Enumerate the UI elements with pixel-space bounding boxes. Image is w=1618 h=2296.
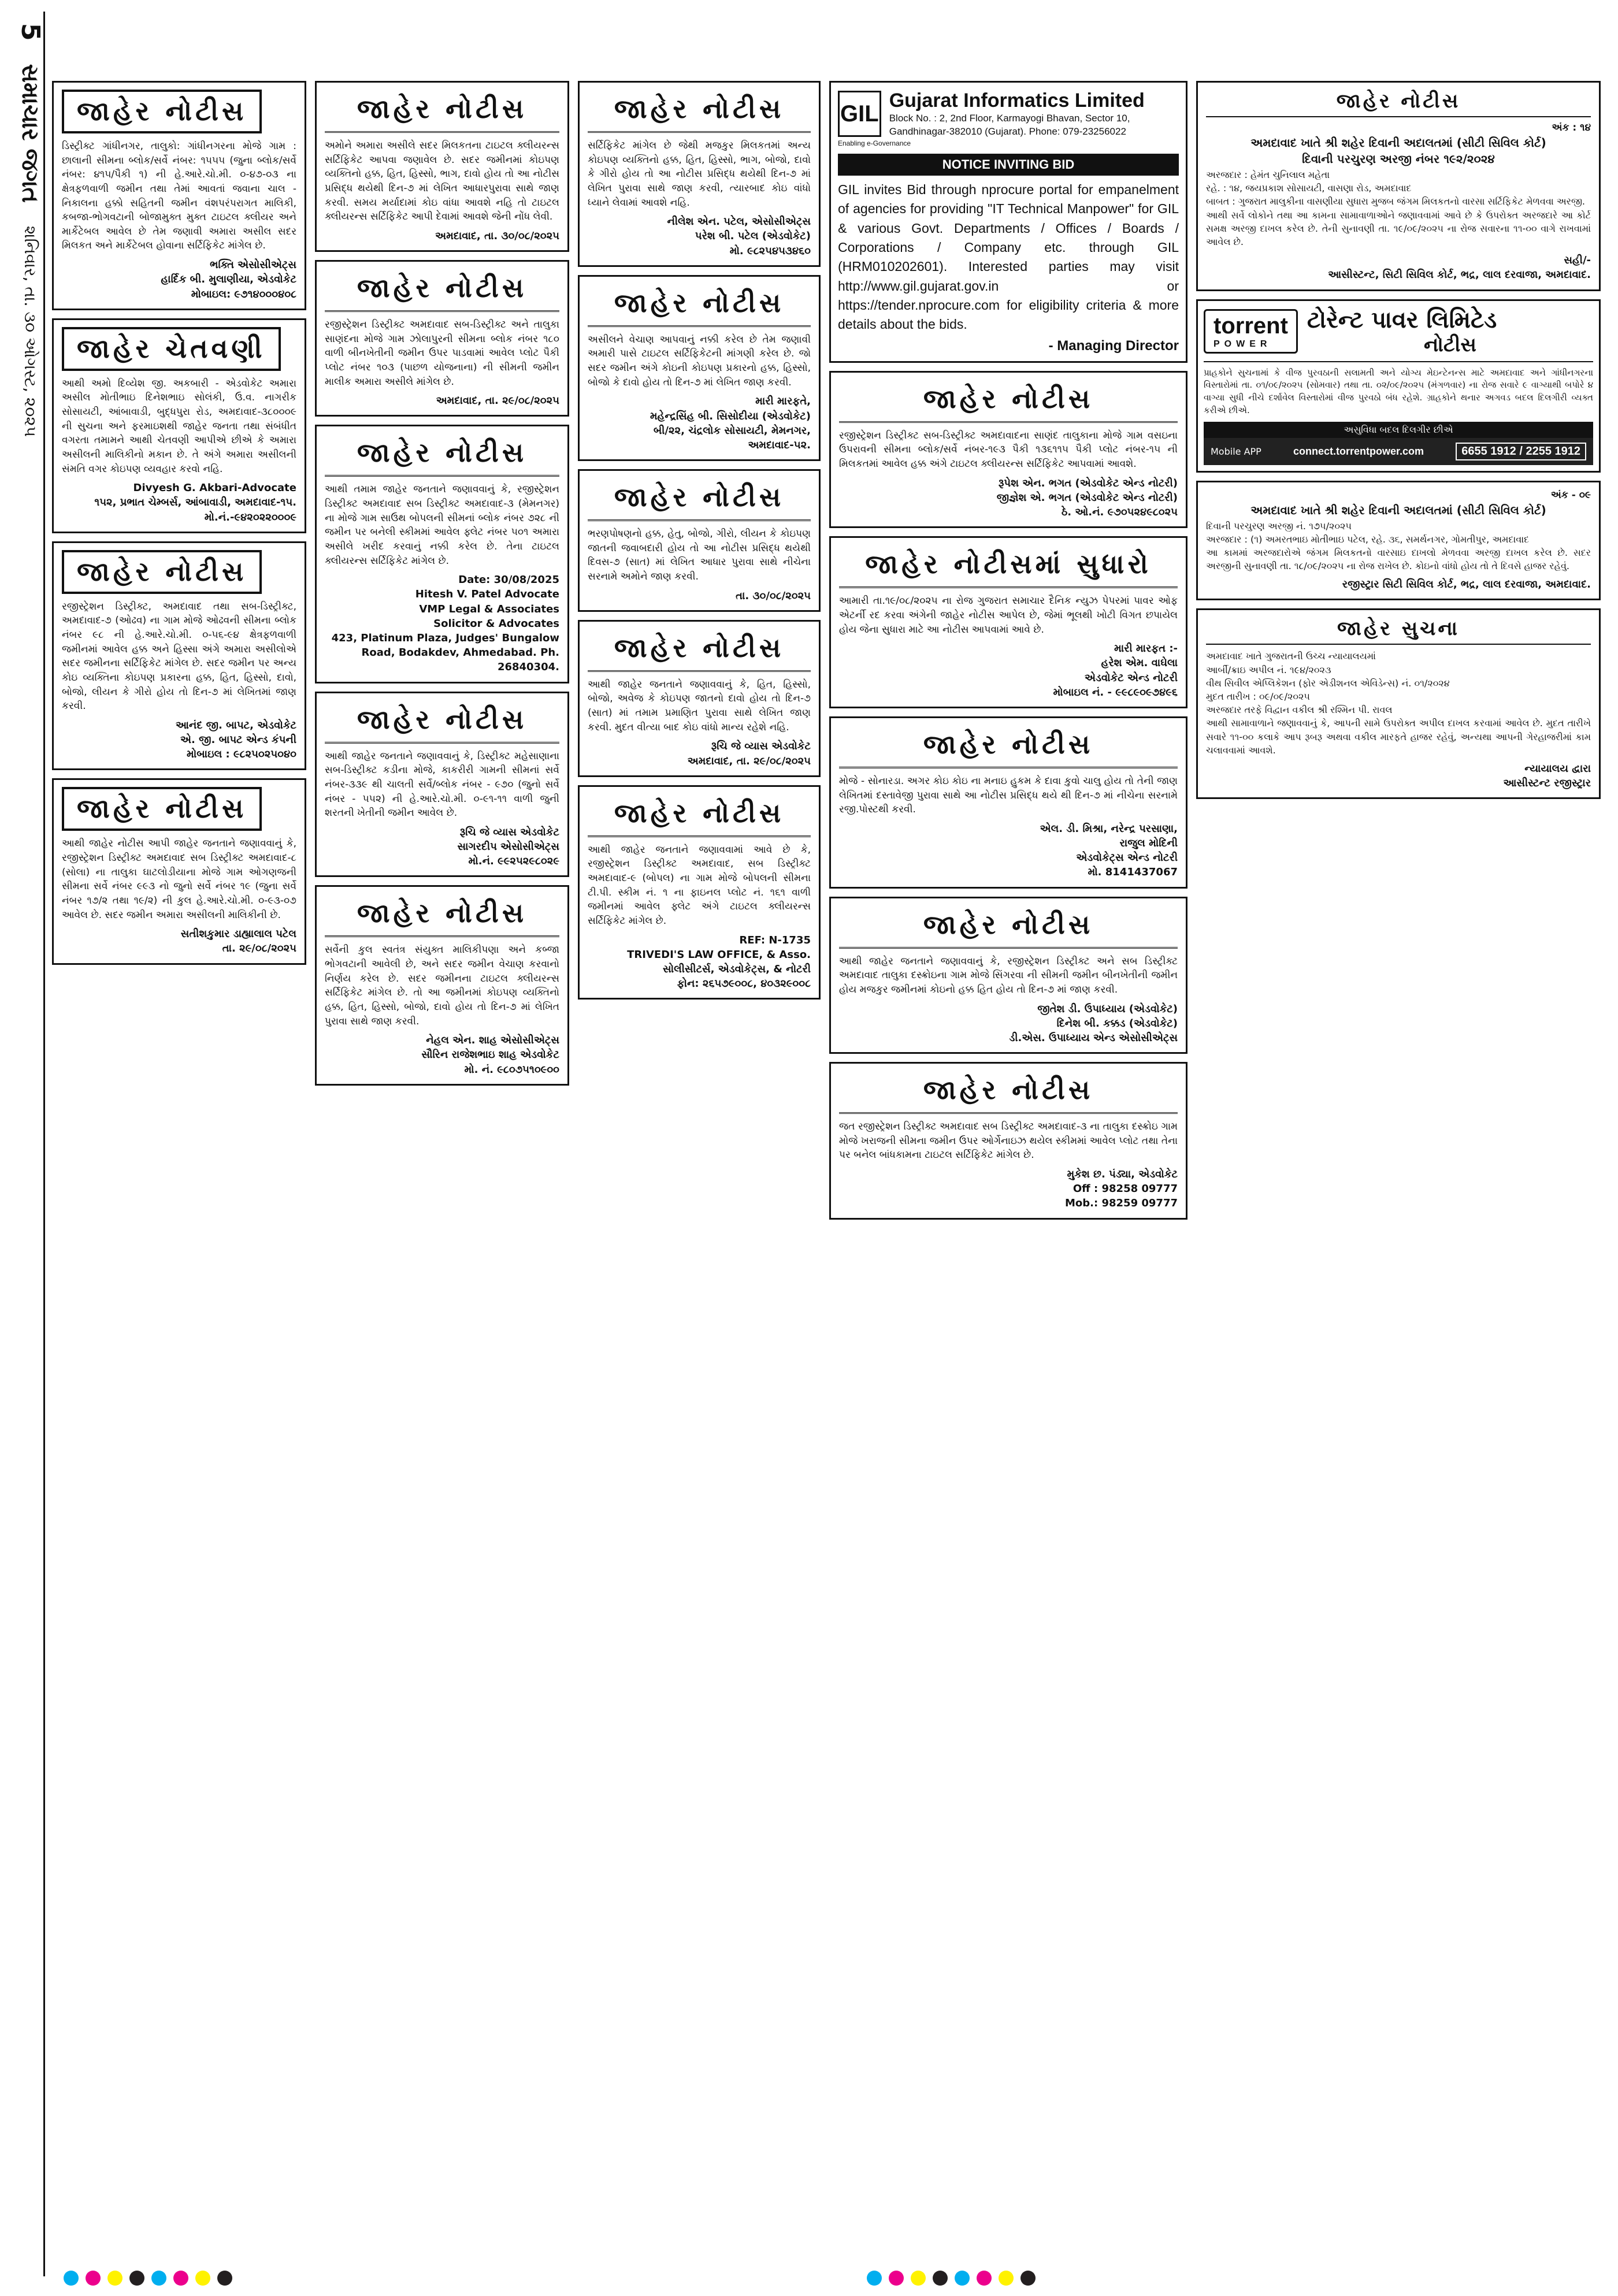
notice-body: આથી જાહેર જનતાને જણાવવાનું કે, ડિસ્ટ્રીક્ટ મહેસાણાના સબ-ડિસ્ટ્રીક્ટ કડીના મોજે, કાકરીરી ગામની સીમનાં સર્વે નંબર-૩૩૯ થી ચાલતી સર્વે/બ્લોક નંબર - ૯૭૦ (જુનો સર્વે નંબર - ૫૫૨) ની હે.આરે.ચો.મી. ૦-૯૧-૧૧ વાળી જુની શરતની ખેતીની જમીન આવેલ છે. [325,750,563,819]
notice-heading: જાહેર નોટીસ [839,1071,1178,1114]
notice-body: મોજે - સોનારડા. અગર કોઇ કોઇ ના મનાઇ હુકમ કે દાવા કુવો ચાલુ હોય તો તેની જાણ લેખિતમાં દસ્તાવેજી પુરાવા સાથે આ નોટીસ પ્રસિદ્ધ થયે થી દિન-૭ માં નીચેના સરનામે રજી.પોસ્ટથી કરવી. [839,775,1181,816]
registration-marks-left [64,2271,232,2286]
notice-c3-5 [578,785,821,1000]
page-number: 5 [16,23,45,41]
notice-c2-5 [315,885,569,1085]
registration-dot [911,2271,926,2286]
notice-heading: જાહેર નોટીસ [325,700,559,744]
registration-dot [86,2271,101,2286]
registration-dot [151,2271,166,2286]
gil-body: GIL invites Bid through nprocure portal for empanelment of agencies for providing "IT Technical Manpower" for GIL & various Govt. Departments / Offices / Boards / Corporations / Company etc. through GIL (HRM010202601). Interested parties may visit http://www.gil.gujarat.gov.in or https://tender.nprocure.com for eligibility criteria & more details about the bids. [838,182,1179,332]
registration-dot [129,2271,144,2286]
notice-signature: રૂચિ જે વ્યાસ એડવોકેટ અમદાવાદ, તા. ૨૯/૦૮/૨૦૨૫ [687,740,811,767]
court-body: અરજદાર : હેમંત ચુનિલાલ મહેતા રહે. : ૧૪, જયપ્રકાશ સોસાયટી, વાસણા રોડ, અમદાવાદ બાબત : ગુજરાત માલુકીના વાસણીયા સુધારા મુજબ જંગમ મિલકતનો વારસા સર્ટિફિકેટ મેળવવા અરજી. આથી સર્વે લોકોને તથા આ કામના સામાવાળાઓને જણાવવામાં આવે છે કે ઉપરોક્ત અરજદારે આ કોર્ટ સમક્ષ અરજી દાખલ કરેલ છે. તેની સુનાવણી તા. ૧૯/૦૯/૨૦૨૫ ના રોજ સવારના ૧૧-૦૦ વાગે રાખવામાં આવેલ છે. [1206,169,1591,247]
notice-body: ભરણપોષણનો હક્ક, હેતુ, બોજો, ગીરો, લીયન કે કોઇપણ જાતની જવાબદારી હોય તો આ નોટીસ પ્રસિદ્ધ થયેથી દિવસ-૭ (સાત) માં લેખિત આધાર પુરાવા સાથે નીચેના સરનામે અમોને જાણ કરવી. [588,528,814,582]
registration-dot [107,2271,123,2286]
notice-c2-1 [315,81,569,252]
paper-name: સમાચાર જગત [17,64,44,203]
court-ref: અંક : ૧૪ [1552,122,1591,133]
notice-body: રજીસ્ટ્રેશન ડિસ્ટ્રીક્ટ સબ-ડિસ્ટ્રીક્ટ અમદાવાદના સાણંદ તાલુકાના મોજે ગામ વસઇના ઉપરાવની સીમના બ્લોક/સર્વે નંબર-૧૯૩ પૈકી ૧૩૬૧૧૫ પૈકી પ્લોટ નંબર-૧૫ ની મિલકતમાં આવેલ હક્ક અંગે ટાઇટલ ક્લીયરન્સ સર્ટિફિકેટ આપવામાં આવશે. [839,429,1181,470]
torrent-apology-strip: અસુવિધા બદલ દિલગીર છીએ [1204,422,1593,438]
gil-signature: - Managing Director [1048,337,1179,354]
date-line: શનિવાર, તા. ૩૦ ઓગસ્ટ, ૨૦૨૫ [21,226,40,437]
registration-dot [933,2271,948,2286]
notice-body: આથી જાહેર જનતાને જણાવવામાં આવે છે કે, રજીસ્ટ્રેશન ડિસ્ટ્રીક્ટ અમદાવાદ, સબ ડિસ્ટ્રીક્ટ અમદાવાદ-૯ (બોપલ) ના ગામ મોજે બોપલની સીમના ટી.પી. સ્કીમ નં. ૧ ના ફાઇનલ પ્લોટ નં. ૧૬૧ વાળી જમીનમાં આવેલ ફ્લેટ અંગે ટાઇટલ ક્લીયરન્સ સર્ટિફિકેટ માંગેલ છે. [588,844,814,927]
notice-body: જત રજીસ્ટ્રેશન ડિસ્ટ્રીક્ટ અમદાવાદ સબ ડિસ્ટ્રીક્ટ અમદાવાદ-૩ ના તાલુકા દસ્ક્રોઇ ગામ મોજે ખરાજની સીમના જમીન ઉપર ઓર્ગેનાઇઝ થયેલ સ્કીમમાં આવેલ પ્લોટ તથા તેના પર બનેલ બાંધકામના ટાઇટલ સર્ટિફિકેટ માંગેલ છે. [839,1121,1181,1161]
notice-body: આથી અમો દિવ્યેશ જી. અકબારી - એડવોકેટ અમારા અસીલ મોતીભાઇ દિનેશભાઇ સોલંકી, ઉ.વ. નાગરીક સોસાયટી, આંબાવાડી, બુદ્ધપુરા રોડ, અમદાવાદ-૩૮૦૦૦૯ ની સુચના અને ફરમાઇશથી જાહેર જનતા તથા સંબંધીત વગરતા તમામને આથી ચેતવણી આપીએ છીએ કે અમારા અસીલની માલિકીનો મકાન છે. તે અંગે અમારા અસીલની સંમતિ વગર કોઇપણ વ્યવહાર કરવો નહિ. [62,377,300,475]
notice-c1-2 [52,318,306,533]
notice-heading: જાહેર નોટીસ [839,725,1178,768]
notice-heading: જાહેર નોટીસ [588,284,811,327]
registration-dot [889,2271,904,2286]
vertical-masthead [12,12,45,2276]
notice-heading: જાહેર નોટીસ [588,794,811,837]
court-body: દિવાની પરચુરણ અરજી નં. ૧૭૫/૨૦૨૫ અરજદાર : (૧) અમરતભાઇ મોતીભાઇ પટેલ, રહે. ૩૬, સમર્થનગર, ગોમતીપુર, અમદાવાદ આ કામમાં અરજદારોએ જંગમ મિલકતનો વારસાઇ દાખલો મેળવવા અરજી દાખલ કરેલ છે. સદર અરજીની સુનાવણી તા. ૧૮/૦૯/૨૦૨૫ ના રોજ રાખેલ છે. કોઇનો વાંધો હોય તો તે દિવસે હાજર રહેવું. [1206,520,1591,572]
gil-company-name: Gujarat Informatics Limited [889,90,1145,112]
court-heading: જાહેર સુચના [1206,617,1591,645]
notice-body: રજીસ્ટ્રેશન ડિસ્ટ્રીક્ટ, અમદાવાદ તથા સબ-ડિસ્ટ્રીક્ટ, અમદાવાદ-૭ (ઓઢવ) ના ગામ મોજે ઓઢવની સીમના બ્લોક નંબર ૯૮ ની હે.આરે.ચો.મી. ૦-૫૬-૯૪ ક્ષેત્રફળવાળી જમીનમાં આવેલ હક્ક અને હિસ્સા અંગે અમારા અસીલોએ સદર જમીનના સર્ટિફિકેટ માંગેલ છે. સદર જમીન પર અન્ય કોઇ વ્યક્તિના કોઇપણ પ્રકારના હક્ક, હિત, હિસ્સો, દાવો, બોજો, લીયન કે ગીરો હોય તો દિન-૭ માં લેખિતમાં જાણ કરવી. [62,600,300,712]
torrent-subtitle: નોટીસ [1424,333,1476,356]
notice-body: આથી જાહેર જનતાને જણાવવાનું કે, હિત, હિસ્સો, બોજો, અવેજ કે કોઇપણ જાતનો દાવો હોય તો દિન-૭ (સાત) માં તમામ પ્રમાણિત પુરાવા સાથે લેખિત જાણ કરવી. મુદત વીત્યા બાદ કોઇ વાંધો માન્ય રહેશે નહિ. [588,678,814,733]
column-1 [52,81,306,973]
notice-signature: Divyesh G. Akbari-Advocate ૧૫૨, પ્રભાત ચેમ્બર્સ, આંબાવાડી, અમદાવાદ-૧૫. મો.નં.-૯૪૨૦૨૨૦૦૦૯ [94,482,296,523]
notice-heading: જાહેર નોટીસ [325,433,559,477]
notice-body: અસીલને વેચાણ આપવાનું નક્કી કરેલ છે તેમ જણાવી અમારી પાસે ટાઇટલ સર્ટિફિકેટની માંગણી કરેલ છે. જો સદર જમીન અંગે કોઇની કોઇપણ પ્રકારનો હક્ક, હિસ્સો, બોજો કે દાવો હોય તો દિન-૭ માં લેખિત જાણ કરવી. [588,333,814,388]
notice-heading: જાહેર નોટીસ [62,787,262,831]
notice-body: આથી જાહેર જનતાને જણાવવાનું કે, રજીસ્ટ્રેશન ડિસ્ટ્રીક્ટ અને સબ ડિસ્ટ્રીક્ટ અમદાવાદ તાલુકા દસ્ક્રોઇના ગામ મોજે સિંગરવા ની સીમની જમીન બીનખેતીની જમીન હોય મજકુર જમીનમાં કોઇનો હક્ક હિત હોય તો દિન-૭ માં જાણ કરવી. [839,955,1181,995]
torrent-mobile-app: Mobile APP [1211,445,1261,457]
notice-c1-4 [52,778,306,964]
notice-c1-3 [52,541,306,771]
court-ref: અંક - ૦૯ [1550,489,1591,501]
notice-body: સર્ટિફિકેટ માંગેલ છે જેથી મજકુર મિલકતમાં અન્ય કોઇપણ વ્યક્તિનો હક્ક, હિત, હિસ્સો, ભાગ, બોજો, દાવો કે ગીરો હોય તો આ નોટીસ પ્રસિદ્ધ થયેથી દિન-૭ માં લેખિત પુરાવા સાથે જાણ કરવી, ત્યારબાદ કોઇ વાંધો ધ્યાને લેવામાં આવશે નહિ. [588,140,814,209]
registration-dot [977,2271,992,2286]
notice-signature: અમદાવાદ, તા. ૨૯/૦૮/૨૦૨૫ [436,395,559,407]
torrent-website: connect.torrentpower.com [1293,445,1424,457]
notice-body: આથી જાહેર નોટીસ આપી જાહેર જનતાને જણાવવાનું કે, રજીસ્ટ્રેશન ડિસ્ટ્રીક્ટ અમદાવાદ સબ ડિસ્ટ્રીક્ટ અમદાવાદ-૮ (સોલા) ના તાલુકા ઘાટલોડીયાના મોજે ગામ ઓગણજની સીમના સર્વે નંબર ૯૯૩ નો જુનો સર્વે નંબર ૧૯ (જુના સર્વે નંબર ૧૭/૨ તથા ૧૯/૨) ની કુલ હે.આરે.ચો.મી. ૦-૯૩-૦૭ આવેલ છે. સદર જમીન અમારા અસીલની માલિકીની છે. [62,838,300,921]
notice-signature: મુકેશ છ. પંડ્યા, એડવોકેટ Off : 98258 09777 Mob.: 98259 09777 [1065,1168,1178,1210]
notice-signature: મારી મારફત :- હરેશ એમ. વાઘેલા એડવોકેટ એન્ડ નોટરી મોબાઇલ નં. - ૯૯૮૯૦૯૭૪૯૬ [1053,642,1178,699]
registration-dot [217,2271,232,2286]
court-body: અમદાવાદ ખાતે ગુજરાતની ઉચ્ચ ન્યાયાલયમાં આર્બી/ક્રાઇ અપીલ નં. ૧૯૪/૨૦૨૩ વીથ સિવીલ એપ્લિકેશન (ફોર એડીશનલ એવિડેન્સ) નં. ૦૧/૨૦૨૪ મુદત તારીખ : ૦૯/૦૯/૨૦૨૫ અરજદાર તરફે વિદ્વાન વકીલ શ્રી રશ્મિન પી. રાવલ આથી સામાવાળાને જણાવવાનું કે, આપની સામે ઉપરોક્ત અપીલ દાખલ કરવામાં આવેલ છે. મુદત તારીખે સવારે ૧૧-૦૦ કલાકે આપ રૂબરૂ અથવા વકીલ મારફતે હાજર રહેવું, અન્યથા આપની ગેરહાજરીમાં કામ ચલાવવામાં આવશે. [1206,651,1591,756]
court-signature: રજીસ્ટ્રાર સિટી સિવિલ કોર્ટ, ભદ્ર, લાલ દરવાજા, અમદાવાદ. [1342,578,1591,591]
court-notice-1 [1196,81,1601,291]
notice-c4-2 [829,536,1187,708]
notice-heading: જાહેર નોટીસ [62,550,262,594]
notice-heading: જાહેર નોટીસ [588,478,811,521]
torrent-logo [1204,309,1298,354]
torrent-logo-sub: POWER [1214,339,1272,349]
torrent-footer [1204,438,1593,465]
torrent-body: પ્રાહકોને સુચનામાં કે વીજ પુરવઠાની સલામતી અને યોગ્ય મેઇન્ટેનન્સ માટે અમદાવાદ અને ગાંધીનગરના વિસ્તારોમાં તા. ૦૧/૦૯/૨૦૨૫ (સોમવાર) તથા તા. ૦૨/૦૯/૨૦૨૫ (મંગળવાર) ના રોજ સવારે ૯ વાગ્યાથી બપોરે ૪ વાગ્યા સુધી નીચે દર્શાવેલ વિસ્તારોમાં વીજ પુરવઠો બંધ રહેશે. ગ્રાહકોને થનાર અગવડ બદલ દિલગીરી વ્યક્ત કરીએ છીએ. [1204,367,1593,415]
notice-signature: ભક્તિ એસોસીએટ્સ હાર્દિક બી. મુલાણીયા, એડવોકેટ મોબાઇલ: ૯૭૧૪૦૦૦૪૦૮ [161,259,296,300]
gil-logo-text: GIL [840,101,879,127]
column-5 [1196,81,1601,807]
notice-body: આથી તમામ જાહેર જનતાને જણાવવાનું કે, રજીસ્ટ્રેશન ડિસ્ટ્રીક્ટ અમદાવાદ સબ ડિસ્ટ્રીક્ટ અમદાવાદ-૩ (મેમનગર) ના મોજે ગામ સાઉથ બોપલની સીમનાં બ્લોક નંબર ૭૨૮ ની જમીન પર બનેલી સ્કીમમાં આવેલ ફ્લેટ નંબર ૫૦૧ અમારા અસીલે ખરીદ કરવાનું નક્કી કરેલ છે. તેના ટાઇટલ ક્લીયરન્સ સર્ટિફિકેટ માંગેલ છે. [325,484,563,567]
torrent-phone: 6655 1912 / 2255 1912 [1456,443,1586,460]
notice-heading: જાહેર નોટીસ [325,90,559,133]
column-2 [315,81,569,1094]
gil-address: Block No. : 2, 2nd Floor, Karmayogi Bhavan, Sector 10, Gandhinagar-382010 (Gujarat). Phone: 079-23256022 [889,113,1130,137]
torrent-logo-text: torrent [1214,313,1288,339]
notice-signature: મારી મારફતે, મહેન્દ્રસિંહ બી. સિસોદીયા (એડવોકેટ) બી/૨૨, ચંદ્રલોક સોસાયટી, મેમનગર, અમદાવાદ-૫૨. [650,395,811,451]
notice-body: રજીસ્ટ્રેશન ડિસ્ટ્રીક્ટ અમદાવાદ સબ-ડિસ્ટ્રીક્ટ અને તાલુકા સાણંદના મોજે ગામ ઝોલાપુરની સીમના બ્લોક નંબર ૧૮૦ વાળી બીનખેતીની જમીન ઉપર પાડવામાં આવેલ પ્લોટ પૈકી પ્લોટ નંબર ૧૦૩ (પાછળ યોજનાના) ની સીમની જમીન માલીક અમારા અસીલે માંગેલ છે. [325,319,563,388]
notice-heading: જાહેર નોટીસ [325,269,559,312]
notice-signature: નીલેશ એન. પટેલ, એસોસીએટ્સ પરેશ બી. પટેલ (એડવોકેટ) મો. ૯૮૨૫૪૫૩૪૬૦ [667,216,811,257]
court-notice-2 [1196,481,1601,601]
notice-c2-2 [315,260,569,417]
registration-marks-right [867,2271,1036,2286]
notice-signature: રૂચિ જે વ્યાસ એડવોકેટ સાગરદીપ એસોસીએટ્સ મો.નં. ૯૯૨૫૨૯૮૦૨૯ [457,826,559,868]
notice-signature: REF: N-1735 TRIVEDI'S LAW OFFICE, & Asso. સોલીસીટર્સ, એડવોકેટ્સ, & નોટરી ફોન: ૨૬૫૭૯૦૦૮, ૪૦૩૨૯૦૦૮ [627,934,811,990]
court-heading: અમદાવાદ ખાતે શ્રી શહેર દિવાની અદાલતમાં (સીટી સિવિલ કોર્ટ) [1250,503,1546,517]
notice-c4-5 [829,1062,1187,1219]
notice-c4-3 [829,716,1187,889]
column-4 [829,81,1187,1228]
notice-c3-3 [578,469,821,612]
torrent-title: ટોરેન્ટ પાવર લિમિટેડ [1307,306,1497,333]
court-notice-3 [1196,608,1601,799]
gil-notice-bar: NOTICE INVITING BID [838,154,1179,176]
gil-header [838,90,1179,139]
court-subtitle: દિવાની પરચુરણ અરજી નંબર ૧૯૨/૨૦૨૪ [1302,152,1495,166]
registration-dot [195,2271,210,2286]
column-3 [578,81,821,1008]
gil-logo-caption: Enabling e-Governance [838,139,911,147]
notice-signature: રૂપેશ એન. ભગત (એડવોકેટ એન્ડ નોટરી) જીજ્ઞેશ એ. ભગત (એડવોકેટ એન્ડ નોટરી) ઠે. ઓ.નં. ૯૭૦૫૨૪૯૮૦૨૫ [996,477,1178,519]
notice-heading: જાહેર નોટીસ [839,905,1178,949]
notice-heading: જાહેર નોટીસ [325,894,559,937]
notice-c1-1 [52,81,306,310]
notice-signature: Date: 30/08/2025 Hitesh V. Patel Advocate VMP Legal & Associates Solicitor & Advocates 423, Platinum Plaza, Judges' Bungalow Road, Bodakdev, Ahmedabad. Ph. 26840304. [331,574,559,674]
masthead-text [16,23,45,437]
notice-heading: જાહેર નોટીસ [588,90,811,133]
notice-signature: તા. ૩૦/૦૮/૨૦૨૫ [736,589,811,602]
court-signature: ન્યાયાલય દ્વારા આસીસ્ટન્ટ રજીસ્ટ્રાર [1503,762,1591,790]
notice-signature: આનંદ જી. બાપટ, એડવોકેટ એ. જી. બાપટ એન્ડ કંપની મોબાઇલ : ૯૮૨૫૦૨૫૦૪૦ [176,719,296,761]
notice-c4-4 [829,897,1187,1054]
notice-heading: જાહેર નોટીસ [839,380,1178,423]
notice-body: અમોને અમારા અસીલે સદર મિલકતના ટાઇટલ ક્લીયરન્સ સર્ટિફિકેટ આપવા જણાવેલ છે. સદર જમીનમાં કોઇપણ વ્યક્તિનો હક્ક, હિત, હિસ્સો, ભાગ, દાવો હોય તો આ નોટીસ પ્રસિદ્ધ થયેથી દિન-૭ માં લેખિત આધારપુરાવા સાથે જાણ કરવી. સમય મર્યાદામાં કોઇ વાંધા આવશે નહિ તો ટાઇટલ ક્લીયરન્સ સર્ટિફિકેટ આપી દેવામાં આવશે જેની નોંધ લેવી. [325,140,563,223]
notice-c3-1 [578,81,821,267]
court-heading: જાહેર નોટીસ [1206,90,1591,117]
notice-heading: જાહેર નોટીસમાં સુધારો [839,545,1178,588]
court-title: અમદાવાદ ખાતે શ્રી શહેર દિવાની અદાલતમાં (સીટી સિવિલ કોર્ટ) [1250,136,1546,150]
registration-dot [999,2271,1014,2286]
notice-c3-2 [578,275,821,461]
notice-heading: જાહેર નોટીસ [588,629,811,672]
notice-signature: એલ. ડી. મિશ્રા, નરેન્દ્ર પરસાણા, રાજુલ મોદિની એડવોકેટ્સ એન્ડ નોટરી મો. 8141437067 [1040,822,1178,879]
notice-c3-4 [578,620,821,777]
registration-dot [867,2271,882,2286]
notice-signature: સતીશકુમાર ડાહ્યાલાલ પટેલ તા. ૨૯/૦૮/૨૦૨૫ [180,928,296,955]
torrent-power-ad [1196,299,1601,473]
notice-body: સર્વેની કુલ સ્વતંત્ર સંયુક્ત માલિકીપણા અને કબ્જા ભોગવટાની આવેલી છે, અને સદર જમીન વેચાણ કરવાનો નિર્ણય કરેલ છે. સદર જમીનના ટાઇટલ ક્લીયરન્સ સર્ટિફિકેટ માંગેલ છે. તો આ જમીનમાં કોઇપણ વ્યક્તિનો હક્ક, હિત, હિસ્સો, બોજો, દાવો હોય તો દિન-૭ માં લેખિત પુરાવા સાથે જાણ કરવી. [325,944,563,1027]
registration-dot [173,2271,188,2286]
notice-c4-1 [829,371,1187,528]
notice-c2-4 [315,692,569,878]
notice-signature: અમદાવાદ, તા. ૩૦/૦૮/૨૦૨૫ [435,229,559,242]
registration-dot [64,2271,79,2286]
notice-c2-3 [315,425,569,683]
gil-logo [838,91,881,137]
notice-heading: જાહેર ચેતવણી [62,327,281,371]
notice-heading: જાહેર નોટીસ [62,90,262,133]
registration-dot [1020,2271,1036,2286]
notice-signature: જીતેશ ડી. ઉપાધ્યાય (એડવોકેટ) દિનેશ બી. કક્કડ (એડવોકેટ) ડી.એસ. ઉપાધ્યાય એન્ડ એસોસીએટ્સ [1009,1002,1178,1044]
torrent-header [1204,307,1593,362]
notice-body: આમારી તા.૧૯/૦૮/૨૦૨૫ ના રોજ ગુજરાત સમાચાર દૈનિક ન્યુઝ પેપરમાં પાવર ઓફ એટર્ની રદ કરવા અંગેની જાહેર નોટીસ આપેલ છે, જેમાં ભૂલથી ખોટી વિગત છપાયેલ હોય જેના સુધારા માટે આ નોટીસ આપવામાં આવે છે. [839,595,1181,636]
notice-signature: નેહલ એન. શાહ એસોસીએટ્સ સૌરિન રાજેશભાઇ શાહ એડવોકેટ મો. નં. ૯૮૦૭૫૧૦૯૦૦ [421,1034,559,1076]
notice-body: ડિસ્ટ્રીક્ટ ગાંધીનગર, તાલુકો: ગાંધીનગરના મોજે ગામ : છાલાની સીમના બ્લોક/સર્વે નંબર: ૧૫૫૫ (જુના બ્લોક/સર્વે નંબર: ૪૧૫/પૈકી ૧) ની હે.આરે.ચો.મી. ૦-૪૭-૦૩ ના ક્ષેત્રફળવાળી જમીન તથા તેમાં આવતાં જવાના ચાલ - નિકાલના હક્કો સહિતની જમીન વંશપરંપરાગત માલિકી, કબજા-ભોગવટાની બોજામુક્ત મુક્ત ટાઇટલ ક્લીયર અને માર્કેટેબલ આવેલ છે તેમ જણાવી અમારા અસીલ સદર મિલકત અને માર્કેટેબલ હોવાના સર્ટિફિકેટ માંગેલ છે. [62,140,300,252]
registration-dot [955,2271,970,2286]
court-signature: સહી/- આસીસ્ટન્ટ, સિટી સિવિલ કોર્ટ, ભદ્ર, લાલ દરવાજા, અમદાવાદ. [1328,254,1591,281]
gil-ad [829,81,1187,363]
